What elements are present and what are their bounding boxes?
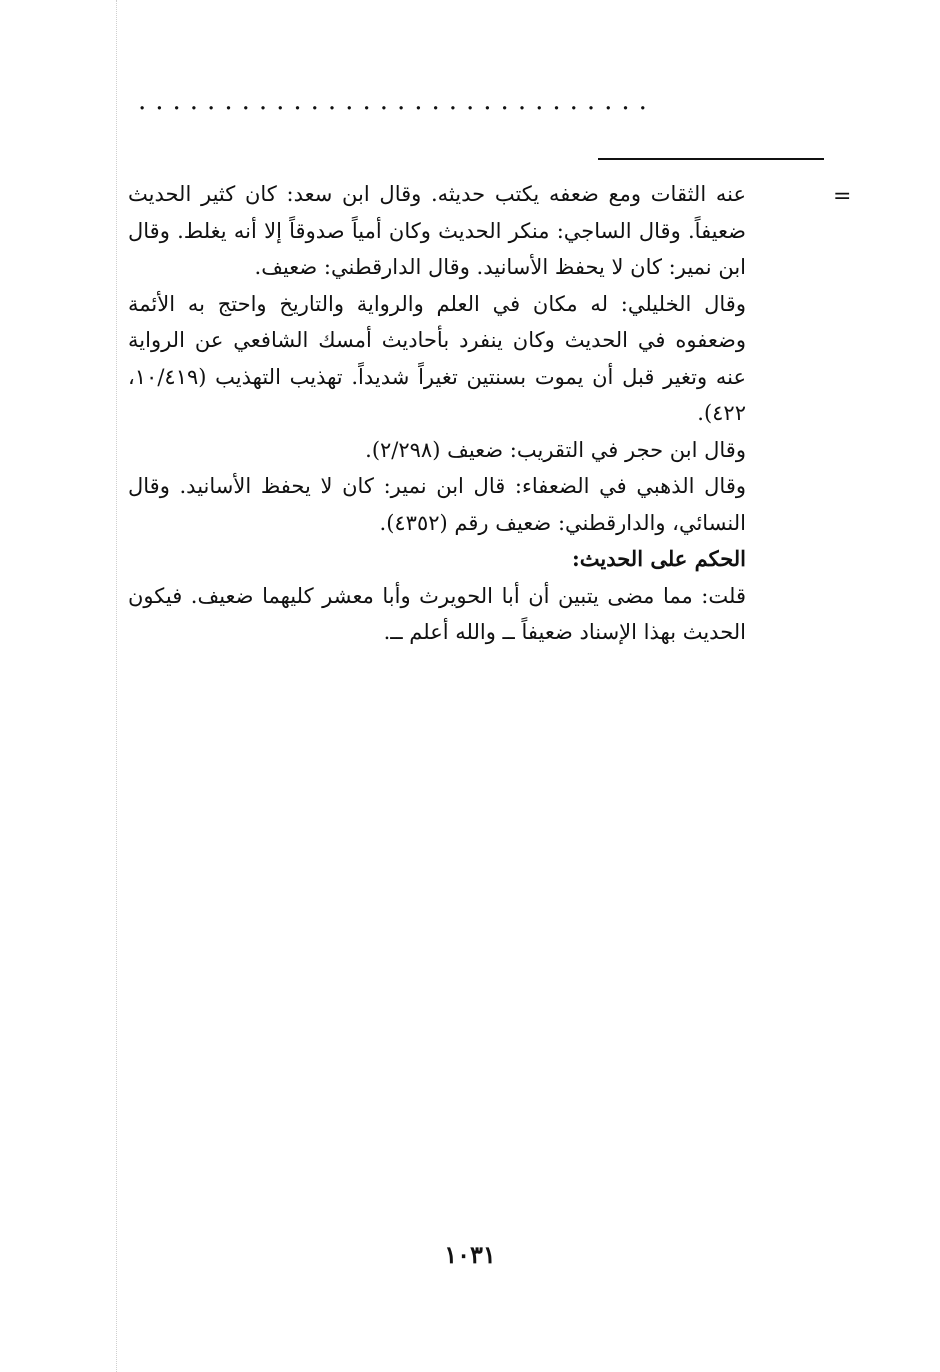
section-heading: الحكم على الحديث: xyxy=(572,546,746,571)
page-number: ١٠٣١ xyxy=(444,1240,496,1269)
paragraph-4: وقال الذهبي في الضعفاء: قال ابن نمير: كان لا يحفظ الأسانيد. وقال النسائي، والدارقطني: ضعيف رقم (٤٣٥٢). xyxy=(128,474,746,535)
scan-edge xyxy=(116,0,117,1372)
paragraph-1: عنه الثقات ومع ضعفه يكتب حديثه. وقال ابن سعد: كان كثير الحديث ضعيفاً. وقال الساجي: منكر الحديث وكان أمياً صدوقاً إلا أنه يغلط. وقال ابن نمير: كان لا يحفظ الأسانيد. وقال الدارقطني: ضعيف. xyxy=(128,182,746,279)
footnote-rule xyxy=(598,158,824,160)
continuation-mark: = xyxy=(833,184,852,209)
paragraph-2: وقال الخليلي: له مكان في العلم والرواية والتاريخ واحتج به الأئمة وضعفوه في الحديث وكان ينفرد بأحاديث أمسك الشافعي عن الرواية عنه وتغير قبل أن يموت بسنتين تغيراً شديداً. تهذيب التهذيب (١٠/٤١٩، ٤٢٢). xyxy=(128,291,746,425)
footnote-text xyxy=(128,176,746,651)
dotted-separator: .............................. xyxy=(138,86,656,116)
conclusion-paragraph: قلت: مما مضى يتبين أن أبا الحويرث وأبا معشر كليهما ضعيف. فيكون الحديث بهذا الإسناد ضعيفاً ــ والله أعلم ــ. xyxy=(128,583,746,644)
paragraph-3: وقال ابن حجر في التقريب: ضعيف (٢/٢٩٨). xyxy=(365,437,746,462)
